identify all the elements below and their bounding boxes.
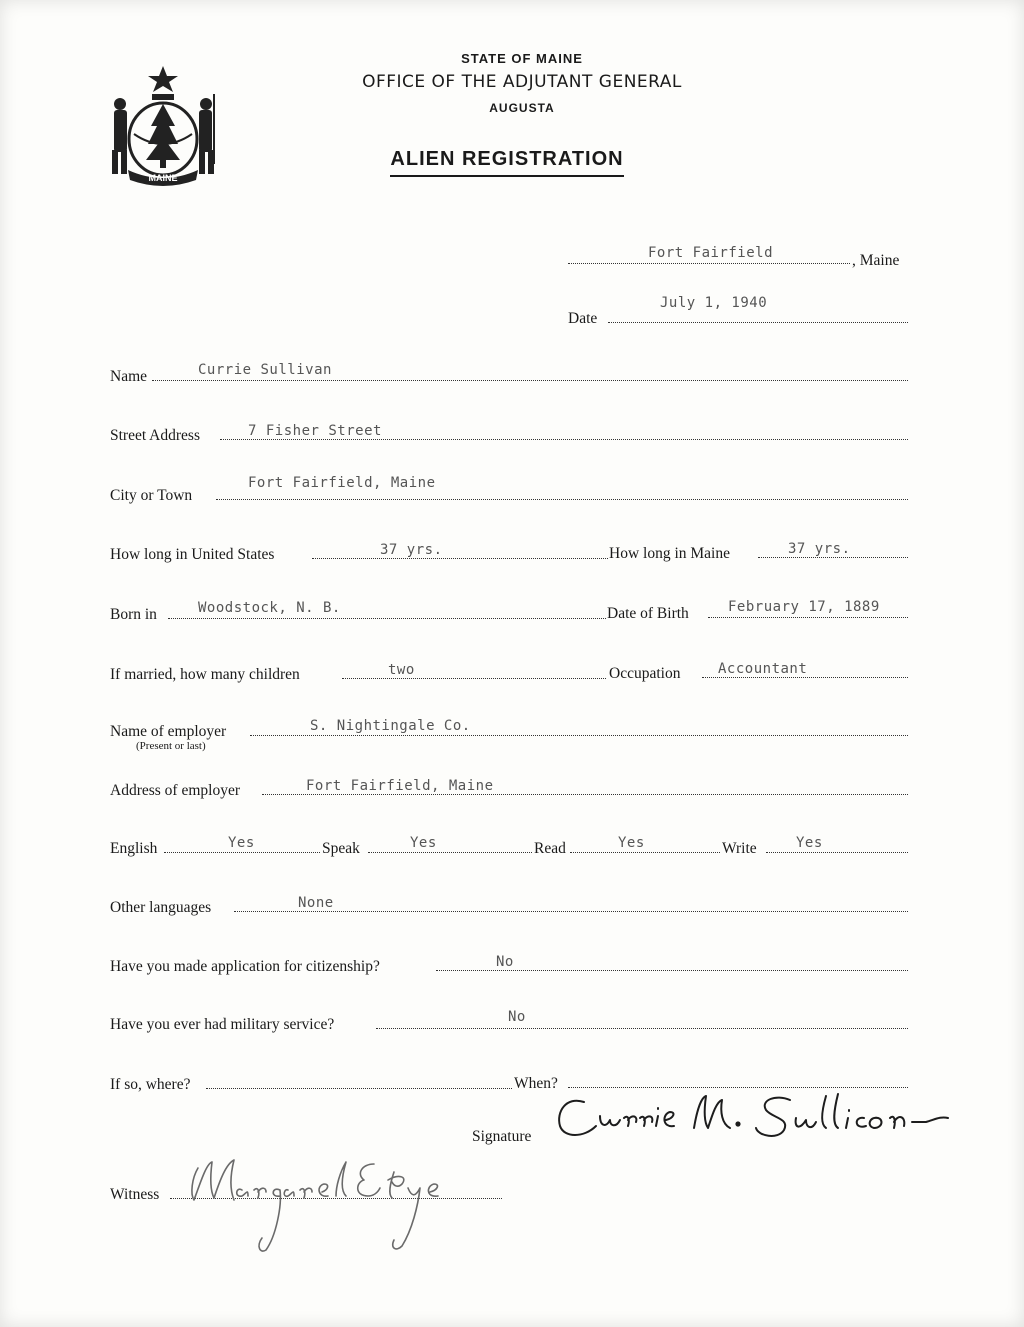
born-in-line bbox=[168, 618, 606, 619]
employer-line bbox=[250, 735, 908, 736]
write-line bbox=[766, 852, 908, 853]
place-line bbox=[568, 263, 850, 264]
occupation-label: Occupation bbox=[609, 665, 681, 682]
place-value[interactable]: Fort Fairfield bbox=[648, 245, 774, 261]
employer-address-value[interactable]: Fort Fairfield, Maine bbox=[306, 778, 494, 794]
citizenship-value[interactable]: No bbox=[496, 954, 514, 970]
employer-label: Name of employer bbox=[110, 723, 227, 740]
other-languages-line bbox=[234, 911, 908, 912]
read-label: Read bbox=[534, 840, 566, 857]
dob-label: Date of Birth bbox=[607, 605, 689, 622]
write-label: Write bbox=[722, 840, 757, 857]
write-value[interactable]: Yes bbox=[796, 835, 823, 851]
date-label: Date bbox=[568, 310, 598, 327]
where-label: If so, where? bbox=[110, 1076, 191, 1093]
date-line bbox=[608, 322, 908, 323]
city-value[interactable]: Fort Fairfield, Maine bbox=[248, 475, 436, 491]
citizenship-line bbox=[436, 970, 908, 971]
witness-label: Witness bbox=[110, 1186, 160, 1203]
street-label: Street Address bbox=[110, 427, 200, 444]
employer-address-line bbox=[262, 794, 908, 795]
born-in-value[interactable]: Woodstock, N. B. bbox=[198, 600, 341, 616]
header-office: OFFICE OF THE ADJUTANT GENERAL bbox=[362, 72, 682, 92]
citizenship-label: Have you made application for citizenship? bbox=[110, 958, 380, 975]
how-long-maine-value[interactable]: 37 yrs. bbox=[788, 541, 851, 557]
employer-sublabel: (Present or last) bbox=[136, 740, 206, 752]
street-value[interactable]: 7 Fisher Street bbox=[248, 423, 382, 439]
date-value[interactable]: July 1, 1940 bbox=[660, 295, 768, 311]
form-title-text: ALIEN REGISTRATION bbox=[390, 148, 623, 177]
place-suffix: , Maine bbox=[852, 252, 900, 269]
other-languages-label: Other languages bbox=[110, 899, 212, 916]
how-long-us-label: How long in United States bbox=[110, 546, 275, 563]
seal-text: MAINE bbox=[148, 173, 178, 183]
dob-line bbox=[708, 617, 908, 618]
how-long-maine-label: How long in Maine bbox=[609, 545, 730, 562]
header-city: AUGUSTA bbox=[489, 101, 555, 115]
military-label: Have you ever had military service? bbox=[110, 1016, 335, 1033]
how-long-maine-line bbox=[758, 557, 908, 558]
city-label: City or Town bbox=[110, 487, 193, 504]
children-value[interactable]: two bbox=[388, 662, 415, 678]
name-value[interactable]: Currie Sullivan bbox=[198, 362, 332, 378]
how-long-us-value[interactable]: 37 yrs. bbox=[380, 542, 443, 558]
how-long-us-line bbox=[312, 558, 608, 559]
born-in-label: Born in bbox=[110, 606, 157, 623]
city-line bbox=[216, 499, 908, 500]
name-label: Name bbox=[110, 368, 148, 385]
where-line bbox=[206, 1088, 512, 1089]
employer-value[interactable]: S. Nightingale Co. bbox=[310, 718, 471, 734]
header-state: STATE OF MAINE bbox=[461, 51, 583, 66]
speak-value[interactable]: Yes bbox=[410, 835, 437, 851]
street-line bbox=[220, 439, 908, 440]
signature-image[interactable] bbox=[544, 1082, 958, 1150]
other-languages-value[interactable]: None bbox=[298, 895, 334, 911]
english-value[interactable]: Yes bbox=[228, 835, 255, 851]
employer-address-label: Address of employer bbox=[110, 782, 240, 799]
witness-signature-image[interactable] bbox=[176, 1150, 446, 1254]
read-value[interactable]: Yes bbox=[618, 835, 645, 851]
children-line bbox=[342, 678, 606, 679]
occupation-line bbox=[702, 677, 908, 678]
signature-label: Signature bbox=[472, 1128, 532, 1145]
speak-label: Speak bbox=[322, 840, 360, 857]
read-line bbox=[570, 852, 720, 853]
form-title bbox=[0, 148, 1014, 177]
when-label: When? bbox=[514, 1075, 558, 1092]
military-line bbox=[376, 1028, 908, 1029]
speak-line bbox=[368, 852, 532, 853]
english-label: English bbox=[110, 840, 158, 857]
dob-value[interactable]: February 17, 1889 bbox=[728, 599, 880, 615]
occupation-value[interactable]: Accountant bbox=[718, 661, 808, 677]
children-label: If married, how many children bbox=[110, 666, 300, 683]
english-line bbox=[164, 852, 320, 853]
name-line bbox=[152, 380, 908, 381]
military-value[interactable]: No bbox=[508, 1009, 526, 1025]
